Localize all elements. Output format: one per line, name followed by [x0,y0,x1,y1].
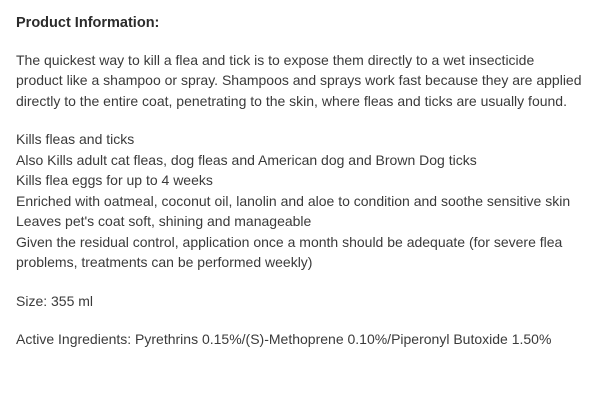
active-ingredients: Active Ingredients: Pyrethrins 0.15%/(S)-Methoprene 0.10%/Piperonyl Butoxide 1.50% [16,331,552,348]
list-item: Kills flea eggs for up to 4 weeks [16,172,213,189]
feature-list [16,129,584,273]
list-item: Kills fleas and ticks [16,131,135,148]
list-item: Enriched with oatmeal, coconut oil, lanolin and aloe to condition and soothe sensitive skin [16,192,571,209]
list-item: Leaves pet's coat soft, shining and manageable [16,213,312,230]
page-title: Product Information: [16,15,160,31]
list-item: Given the residual control, application once a month should be adequate (for severe flea problems, treatments can be performed weekly) [16,233,563,271]
intro-paragraph: The quickest way to kill a flea and tick is to expose them directly to a wet insecticide product like a shampoo or spray. Shampoos and sprays work fast because they are applied directly to the entire coat, penetrating to the skin, where fleas and ticks are usually found. [16,51,582,109]
list-item: Also Kills adult cat fleas, dog fleas and American dog and Brown Dog ticks [16,151,477,168]
product-size: Size: 355 ml [16,292,94,309]
